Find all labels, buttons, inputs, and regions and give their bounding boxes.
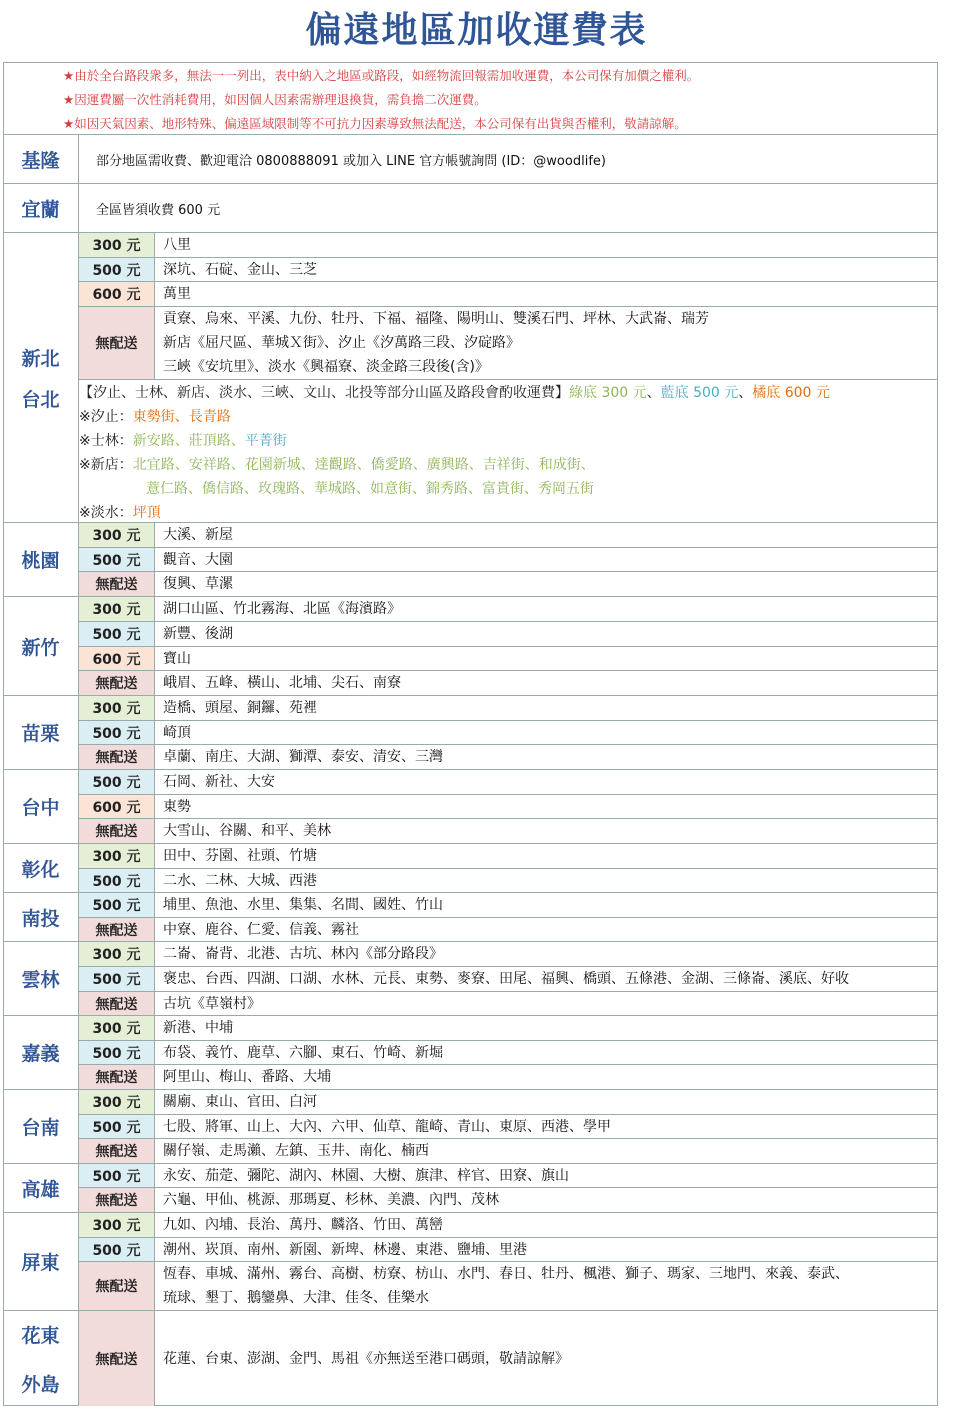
price-badge: 無配送 [79,572,155,597]
mountain-intro: 【汐止、士林、新店、淡水、三峽、文山、北投等部分山區及路段會酌收運費】綠底 300 元、藍底 500 元、橘底 600 元 [79,385,830,401]
areas-cell: 布袋、義竹、鹿草、六腳、東石、竹崎、新堀 [155,1041,938,1065]
region-hsinchu: 新竹 [3,597,79,696]
price-badge: 無配送 [79,992,155,1016]
areas-cell: 二水、二林、大城、西港 [155,869,938,893]
areas-cell: 古坑《草嶺村》 [155,992,938,1016]
region-miaoli: 苗栗 [3,696,79,770]
price-badge: 無配送 [79,1262,155,1311]
region-tainan: 台南 [3,1090,79,1164]
region-newtaipei-taipei [3,233,79,523]
areas-cell: 石岡、新社、大安 [155,770,938,795]
keelung-text: 部分地區需收費、歡迎電洽 0800888091 或加入 LINE 官方帳號詢問 (ID：@woodlife) [79,135,938,184]
price-badge: 無配送 [79,819,155,844]
price-badge: 600 元 [79,647,155,671]
region-kaohsiung: 高雄 [3,1164,79,1213]
region-taoyuan: 桃園 [3,523,79,597]
areas-cell: 埔里、魚池、水里、集集、名間、國姓、竹山 [155,893,938,918]
price-badge: 無配送 [79,1139,155,1164]
region-hualien-taitung: 花東 [21,1324,60,1347]
region-taipei: 台北 [21,388,60,411]
areas-cell: 關廟、東山、官田、白河 [155,1090,938,1115]
areas-cell: 二崙、崙背、北港、古坑、林內《部分路段》 [155,942,938,967]
areas-cell: 峨眉、五峰、橫山、北埔、尖石、南寮 [155,671,938,696]
areas-cell: 復興、草漯 [155,572,938,597]
notes-section [3,62,938,135]
price-badge: 500 元 [79,258,155,282]
price-badge: 無配送 [79,1065,155,1090]
region-taichung: 台中 [3,770,79,844]
areas-cell: 潮州、崁頂、南州、新園、新埤、林邊、東港、鹽埔、里港 [155,1238,938,1262]
note-3: ★如因天氣因素、地形特殊、偏遠區域限制等不可抗力因素導致無法配送，本公司保有出貨與否權利，敬請諒解。 [63,116,687,131]
price-badge: 500 元 [79,869,155,893]
price-badge: 300 元 [79,597,155,622]
price-badge: 300 元 [79,1016,155,1041]
note-2: ★因運費屬一次性消耗費用，如因個人因素需辦理退換貨，需負擔二次運費。 [63,92,487,107]
region-outer-islands: 外島 [21,1373,60,1396]
areas-cell: 永安、茄萣、彌陀、湖內、林園、大樹、旗津、梓官、田寮、旗山 [155,1164,938,1188]
price-badge: 無配送 [79,1311,155,1406]
yilan-text: 全區皆須收費 600 元 [79,184,938,233]
price-badge: 500 元 [79,1115,155,1139]
price-badge: 500 元 [79,893,155,918]
price-badge: 500 元 [79,1238,155,1262]
xindian-line-2: 薏仁路、僑信路、玫瑰路、華城路、如意街、錦秀路、富貴街、秀岡五街 [146,481,594,497]
areas-cell: 花蓮、台東、澎湖、金門、馬祖《亦無送至港口碼頭，敬請諒解》 [163,1350,569,1367]
price-badge: 500 元 [79,622,155,647]
price-badge: 無配送 [79,745,155,770]
region-keelung: 基隆 [3,135,79,184]
areas-cell: 貢寮、烏來、平溪、九份、牡丹、下福、福隆、陽明山、雙溪石門、坪林、大武崙、瑞芳 新店《屈尺區、華城Ｘ街》、汐止《汐萬路三段、汐碇路》 三峽《安坑里》、淡水《興福寮、淡金路三段後(含)》 [155,307,938,380]
region-yilan: 宜蘭 [3,184,79,233]
areas-cell: 大溪、新屋 [155,523,938,548]
areas-cell: 造橋、頭屋、銅鑼、苑裡 [155,696,938,721]
areas-cell: 新港、中埔 [155,1016,938,1041]
areas-cell: 六龜、甲仙、桃源、那瑪夏、杉林、美濃、內門、茂林 [155,1188,938,1213]
areas-cell: 崎頂 [155,721,938,745]
price-badge: 500 元 [79,967,155,992]
areas-cell: 褒忠、台西、四湖、口湖、水林、元長、東勢、麥寮、田尾、福興、橋頭、五條港、金湖、三條崙、溪底、好收 [155,967,938,992]
region-chiayi: 嘉義 [3,1016,79,1090]
areas-cell: 七股、將軍、山上、大內、六甲、仙草、龍崎、青山、東原、西港、學甲 [155,1115,938,1139]
shilin-line: ※士林：新安路、莊頂路、平菁街 [79,433,287,449]
price-badge: 無配送 [79,307,155,380]
areas-cell: 寶山 [155,647,938,671]
areas-cell: 萬里 [155,282,938,307]
price-badge: 300 元 [79,523,155,548]
region-nantou: 南投 [3,893,79,942]
region-newtaipei: 新北 [21,347,60,370]
areas-cell: 湖口山區、竹北霧海、北區《海濱路》 [155,597,938,622]
areas-cell: 觀音、大園 [155,548,938,572]
price-badge: 無配送 [79,918,155,942]
tamsui-line: ※淡水：坪頂 [79,505,161,521]
price-badge: 300 元 [79,942,155,967]
areas-cell: 田中、芬園、社頭、竹塘 [155,844,938,869]
areas-cell: 卓蘭、南庄、大湖、獅潭、泰安、清安、三灣 [155,745,938,770]
region-pingtung: 屏東 [3,1213,79,1311]
areas-cell: 大雪山、谷關、和平、美林 [155,819,938,844]
price-badge: 300 元 [79,233,155,258]
price-badge: 500 元 [79,1164,155,1188]
areas-cell: 阿里山、梅山、番路、大埔 [155,1065,938,1090]
areas-cell: 新豐、後湖 [155,622,938,647]
price-badge: 300 元 [79,844,155,869]
price-badge: 600 元 [79,795,155,819]
areas-cell: 恆春、車城、滿州、霧台、高樹、枋寮、枋山、水門、春日、牡丹、楓港、獅子、瑪家、三地門、來義、泰武、 琉球、墾丁、鵝鑾鼻、大津、佳冬、佳樂水 [155,1262,938,1311]
page-title: 偏遠地區加收運費表 [305,10,648,51]
price-badge: 500 元 [79,770,155,795]
region-yunlin: 雲林 [3,942,79,1016]
price-badge: 300 元 [79,1213,155,1238]
region-changhua: 彰化 [3,844,79,893]
areas-cell: 關仔嶺、走馬瀨、左鎮、玉井、南化、楠西 [155,1139,938,1164]
areas-cell: 東勢 [155,795,938,819]
price-badge: 600 元 [79,282,155,307]
areas-cell: 中寮、鹿谷、仁愛、信義、霧社 [155,918,938,942]
xindian-line-1: ※新店：北宜路、安祥路、花園新城、達觀路、僑愛路、廣興路、吉祥街、和成街、 [79,457,595,473]
price-badge: 無配送 [79,1188,155,1213]
price-badge: 500 元 [79,548,155,572]
xizhi-line: ※汐止：東勢街、長青路 [79,409,231,425]
note-1: ★由於全台路段衆多，無法一一列出，表中納入之地區或路段，如經物流回報需加收運費，本公司保有加價之權利。 [63,68,700,83]
price-badge: 無配送 [79,671,155,696]
price-badge: 500 元 [79,1041,155,1065]
price-badge: 300 元 [79,1090,155,1115]
areas-cell: 八里 [155,233,938,258]
areas-cell: 深坑、石碇、金山、三芝 [155,258,938,282]
price-badge: 500 元 [79,721,155,745]
areas-cell: 九如、內埔、長治、萬丹、麟洛、竹田、萬巒 [155,1213,938,1238]
price-badge: 300 元 [79,696,155,721]
region-hualien-islands [3,1311,79,1406]
